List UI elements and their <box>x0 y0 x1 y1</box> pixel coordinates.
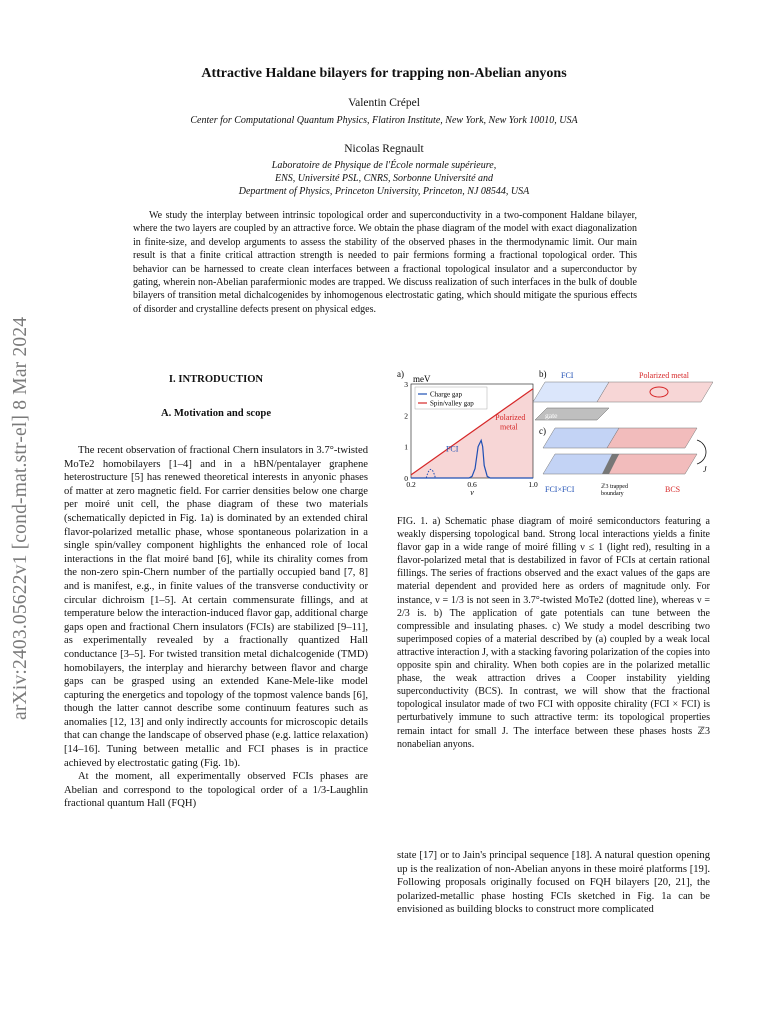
fcixfci-label: FCI×FCI <box>545 485 575 494</box>
left-column <box>64 444 368 811</box>
figure-1 <box>397 368 713 498</box>
subsection-heading: A. Motivation and scope <box>160 408 272 419</box>
j-label: J <box>703 465 707 474</box>
bcs-label: BCS <box>665 485 681 494</box>
left-paragraph-1: The recent observation of fractional Chern insulators in 3.7°-twisted MoTe2 homobilayers [1–4] and in a hBN/pentalayer graphene heterostructure [5] has renewed theoretical interests in anyonic phases of matter at zero magnetic field. For carrier densities below one charge per moiré unit cell, the phase diagram of these two materials (schematically depicted in Fig. 1a) is dominated by an extended chiral flavor-polarized metallic phase, whose spontaneous polarization in a single spin/valley component highlights the enhanced role of local interactions in the flat moiré band [6], while its chirality comes from the non-zero spin-Chern number of the partially occupied band [7, 8] and is manifest, e.g., in finite values of the transverse conductivity or circular dichroism [1–5]. At certain commensurate fillings, and at temperature below the interaction-induced flavor gap, additional charge gaps open and fractional Chern insulators (FCIs) are stabilized [9–11], as experimentally revealed by a fractionally quantized Hall conductance [3–5]. For twisted transition metal dichalcogenide (TMD) homobilayers, the interplay and hierarchy between flavor and charge gaps can be grasped using an extended Kane-Mele-like model capturing the energetics and topology of the topmost valence bands [6], though the latter cannot describe some continuum features such as anomalies [12, 13] and only indirectly accounts for microscopic details that can change the landscape of observed phase (e.g. lattice relaxation) [14–16]. Tuning between metallic and FCI phases is in practice achieved by electrostatic gating (Fig. 1b). <box>64 445 368 769</box>
fci-plate-b <box>533 382 609 402</box>
metal-plate-c-bottom <box>607 454 697 474</box>
z3-label-1: ℤ3 trapped <box>601 484 628 490</box>
panel-c-label: c) <box>539 426 546 436</box>
phase-diagram-chart <box>404 380 538 497</box>
unit-label: meV <box>413 374 431 384</box>
coupling-arrow <box>697 440 706 464</box>
panel-a-label: a) <box>397 369 404 379</box>
metal-plate-b <box>597 382 713 402</box>
author-2: Nicolas Regnault <box>344 143 424 155</box>
x-axis-label: ν <box>470 488 474 497</box>
z3-label-2: boundary <box>601 491 624 497</box>
author-1: Valentin Crépel <box>348 97 420 109</box>
y-tick-label: 1 <box>404 442 408 452</box>
abstract: We study the interplay between intrinsic topological order and superconductivity in a two-component Haldane bilayer, where the two layers are coupled by an attractive force. We obtain the phase diagram of the model with exact diagonalization in finite-size, and develop arguments to assess the stability of the observed phases in the thermodynamic limit. Our main result is that a finite critical attraction strength is needed to pair fermions forming a fractional topological order. This behavior can be harnessed to create clean interfaces between a fractional topological insulator and a superconductor by gating, wherein non-Abelian parafermionic modes are trapped. We discuss realization of such interfaces in the bulk of double bilayers of transition metal dichalcogenides by inhomogenous electrostatic gating, which should mitigate the spurious effects of disorder and crystalline defects present on physical edges. <box>133 210 637 315</box>
polarized-annotation-1: Polarized <box>495 413 526 423</box>
panel-b-label: b) <box>539 369 547 379</box>
figure-caption: FIG. 1. a) Schematic phase diagram of moiré semiconductors featuring a weakly dispersing topological band. Strong local interactions yields a finite flavor gap in a wide range of moiré filling ν ≤ 1 (light red), resulting in a flavor-polarized metal that is destabilized in favor of FCIs at certain rational fillings. The series of fractions observed and the exact values of the gaps are material dependent and provided here as orders of magnitude only. For instance, ν = 1/3 is not seen in 3.7°-twisted MoTe2 (dotted line), whereas ν = 2/3 is. b) The application of gate potentials can tune between the compressible and insulating phases. c) We study a model describing two superimposed copies of a material described by (a) coupled by a weak local attractive interaction J, with a stacking favoring polarization of the copies into opposite spin and chirality. When both copies are in the polarized metallic phase, the weak attraction drives a Cooper instability yielding superconductivity (BCS). In contrast, we will show that the fractional topological insulator made of two FCI with opposite chirality (FCI × FCI) is perturbatively immune to such attractive term: its topological properties remain intact for small J. The interface between these phases hosts ℤ3 nonabelian anyons. <box>397 516 710 750</box>
polarized-annotation-2: metal <box>499 422 518 432</box>
fci-label-b: FCI <box>561 371 574 380</box>
affiliation-1: Center for Computational Quantum Physics, Flatiron Institute, New York, New York 10010, USA <box>190 115 578 126</box>
fci-annotation: FCI <box>445 444 459 454</box>
paper-title: Attractive Haldane bilayers for trapping non-Abelian anyons <box>201 66 567 81</box>
gate-label: gate <box>545 411 558 420</box>
y-tick-label: 2 <box>404 411 408 421</box>
y-tick-label: 3 <box>404 380 408 389</box>
figure-1-svg <box>397 368 713 498</box>
arxiv-sidebar-id: arXiv:2403.05622v1 [cond-mat.str-el] 8 Mar 2024 <box>10 316 31 720</box>
x-tick-label: 1.0 <box>528 480 538 489</box>
section-heading: I. INTRODUCTION <box>168 374 264 385</box>
right-paragraph-1: state [17] or to Jain's principal sequence [18]. A natural question opening up is the realization of non-Abelian anyons in these moiré platforms [19]. Following proposals originally focused on FQH bilayers [20, 21], the polarized-metallic phase hosting FCIs sketched in Fig. 1a can be envisioned as building blocks to construct more complicated <box>397 850 710 916</box>
x-tick-label: 0.2 <box>406 480 416 489</box>
affiliation-2-line-1: Laboratoire de Physique de l'École normale supérieure, <box>271 160 497 171</box>
legend-charge-label: Charge gap <box>430 390 462 399</box>
affiliation-2-line-2: ENS, Université PSL, CNRS, Sorbonne Université and <box>274 173 494 184</box>
polarized-metal-label-b: Polarized metal <box>639 371 689 380</box>
affiliation-2-line-3: Department of Physics, Princeton University, Princeton, NJ 08544, USA <box>238 186 530 197</box>
fci-plate-c-top <box>543 428 619 448</box>
left-paragraph-2: At the moment, all experimentally observed FCIs phases are Abelian and correspond to the topological order of a 1/3-Laughlin fractional quantum Hall (FQH) <box>64 771 368 810</box>
legend-spin-label: Spin/valley gap <box>430 399 474 408</box>
metal-plate-c-top <box>607 428 697 448</box>
x-tick-label: 0.6 <box>467 480 477 489</box>
y-tick-label: 0 <box>404 474 408 483</box>
right-column <box>397 849 710 917</box>
